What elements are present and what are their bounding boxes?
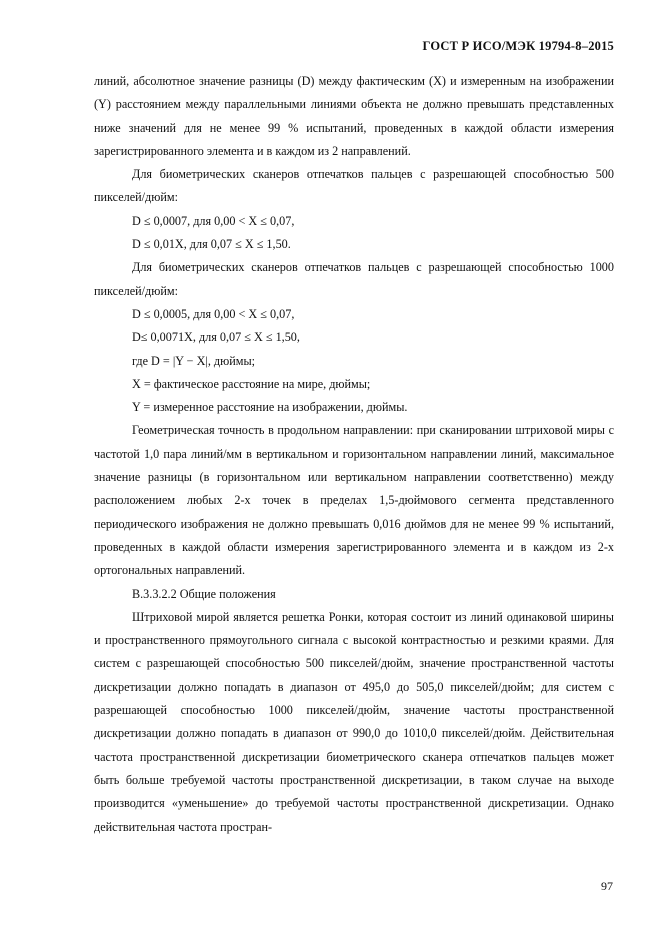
- document-header: ГОСТ Р ИСО/МЭК 19794-8–2015: [422, 39, 614, 53]
- formula-1000ppi-1: D ≤ 0,0005, для 0,00 < X ≤ 0,07,: [132, 306, 295, 321]
- formula-500ppi-1: D ≤ 0,0007, для 0,00 < X ≤ 0,07,: [132, 213, 295, 228]
- paragraph-measurement-criteria: линий, абсолютное значение разницы (D) между фактическим (X) и измеренным на изображении (Y) расстоянием между параллельными линиями объекта не должно превышать представленных ниже значений для не менее 99 % испытаний, проведенных в каждой области измерения зарегистрированного элемента и в каждом из 2 направлений.: [94, 74, 614, 158]
- paragraph-ronchi-grating: Штриховой мирой является решетка Ронки, которая состоит из линий одинаковой ширины и пространственного прямоугольного сигнала с высокой контрастностью и резкими краями. Для систем с разрешающей способностью 500 пикселей/дюйм, значение пространственной частоты дискретизации должно попадать в диапазон от 495,0 до 505,0 пикселей/дюйм; для систем с разрешающей способностью 1000 пикселей/дюйм, значение частоты пространственной дискретизации должно попадать в диапазон от 990,0 до 1010,0 пикселей/дюйм. Действительная частота пространственной дискретизации биометрического сканера отпечатков пальцев может быть больше требуемой частоты пространственной дискретизации, в таком случае на выходе производится «уменьшение» до требуемой частоты пространственной дискретизации. Однако действительная частота простран-: [94, 609, 614, 834]
- paragraph-1000ppi-intro: Для биометрических сканеров отпечатков пальцев с разрешающей способностью 1000 пикселей/дюйм:: [94, 260, 614, 298]
- formula-500ppi-2: D ≤ 0,01X, для 0,07 ≤ X ≤ 1,50.: [132, 237, 291, 252]
- paragraph-500ppi-intro: Для биометрических сканеров отпечатков пальцев с разрешающей способностью 500 пикселей/дюйм:: [94, 167, 614, 205]
- page-number: 97: [601, 879, 613, 893]
- formula-definition-d: где D = |Y − X|, дюймы;: [132, 353, 256, 368]
- formula-1000ppi-2: D≤ 0,0071X, для 0,07 ≤ X ≤ 1,50,: [132, 330, 300, 345]
- document-body: [94, 70, 614, 839]
- paragraph-longitudinal-accuracy: Геометрическая точность в продольном направлении: при сканировании штриховой миры с частотой 1,0 пара линий/мм в вертикальном и горизонтальном направлении линий, максимальное значение разницы (в горизонтальном или вертикальном направлении соответственно) между расположением любых 2-х точек в пределах 1,5-дюймового сегмента представленного периодического изображения не должно превышать 0,016 дюймов для не менее 99 % испытаний, проведенных в каждой области измерения зарегистрированного элемента и в каждом из 2-х ортогональных направлений.: [94, 423, 614, 578]
- formula-definition-x: X = фактическое расстояние на мире, дюймы;: [132, 376, 371, 391]
- formula-definition-y: Y = измеренное расстояние на изображении, дюймы.: [132, 400, 408, 415]
- section-heading: B.3.3.2.2 Общие положения: [132, 586, 276, 601]
